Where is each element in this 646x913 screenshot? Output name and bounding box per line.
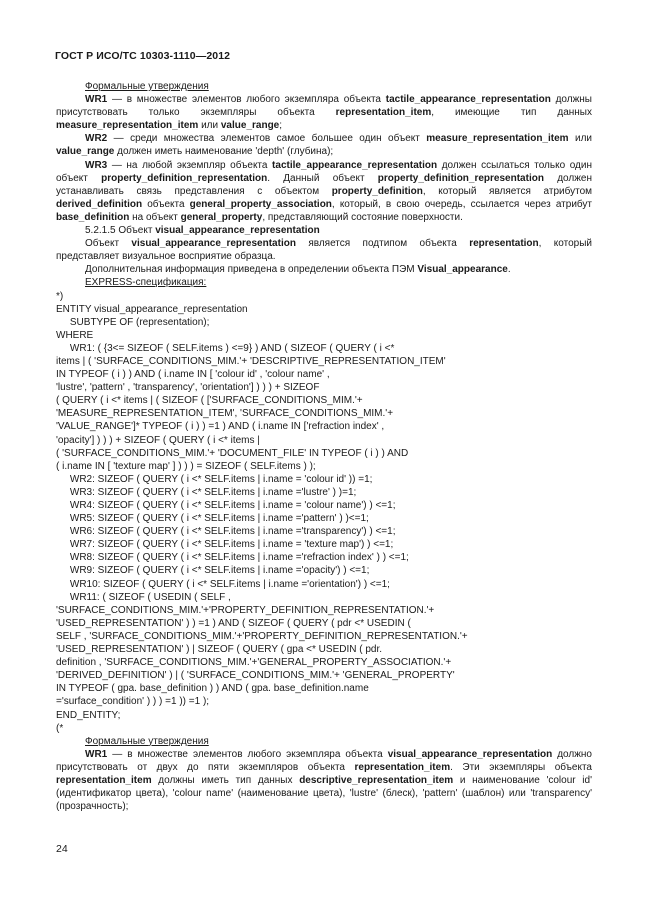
code-line: 'USED_REPRESENTATION' ) ) =1 ) AND ( SIZEOF ( QUERY ( pdr <* USEDIN ( (56, 617, 411, 629)
bold-term: representation (469, 238, 539, 250)
code-line: WHERE (56, 329, 94, 341)
code-line: WR8: SIZEOF ( QUERY ( i <* SELF.items | i.name ='refraction index' ) ) <=1; (56, 552, 409, 564)
bold-term: visual_appearance_representation (131, 238, 296, 250)
bold-term: representation_item (354, 761, 451, 773)
text-run: , представляющий состояние поверхности. (262, 211, 463, 223)
paragraph-entity-description (56, 237, 592, 263)
text-run: должен устанавливать связь представления с объектом (56, 172, 592, 197)
code-line: *) (56, 290, 64, 302)
paragraph-wr3-tactile (56, 159, 592, 224)
page-number: 24 (56, 843, 68, 855)
code-line: definition , 'SURFACE_CONDITIONS_MIM.'+'GENERAL_PROPERTY_ASSOCIATION.'+ (56, 657, 452, 669)
text-run: , который, в свою очередь, ссылается через атрибут (331, 198, 592, 210)
paragraph-wr1-tactile (56, 93, 592, 132)
text-run: должен ссылаться только один объект (56, 159, 592, 184)
bold-term: value_range (56, 146, 115, 158)
code-line: ='surface_condition' ) ) ) =1 )) =1 ); (56, 696, 210, 708)
code-line: WR7: SIZEOF ( QUERY ( i <* SELF.items | i.name = 'texture map') ) <=1; (56, 539, 394, 551)
code-line: WR5: SIZEOF ( QUERY ( i <* SELF.items | i.name ='pattern' ) )<=1; (56, 513, 369, 525)
text-run: должны присутствовать только экземпляры объекта (56, 94, 592, 119)
bold-term: descriptive_representation_item (299, 774, 454, 786)
page-body (56, 80, 592, 813)
text-run: . (507, 264, 511, 276)
text-run: — на любой экземпляр объекта (107, 159, 273, 171)
bold-term: property_definition_representation (101, 172, 268, 184)
text-run: является подтипом объекта (295, 238, 470, 250)
bold-term: WR3 (85, 159, 108, 171)
express-spec-label: EXPRESS-спецификация: (85, 277, 207, 289)
text-run: — в множестве элементов любого экземпляра объекта (107, 94, 386, 106)
text-run: на объект (129, 211, 181, 223)
text-run: ; (279, 120, 283, 132)
bold-term: general_property_association (189, 198, 332, 210)
code-line: IN TYPEOF ( i ) ) AND ( i.name IN [ 'colour id' , 'colour name' , (56, 369, 330, 381)
code-line: (* (56, 722, 64, 734)
text-run: , который является атрибутом (422, 185, 593, 197)
code-line: ENTITY visual_appearance_representation (56, 303, 248, 315)
text-run: Объект (85, 238, 132, 250)
formal-statements-heading: Формальные утверждения (85, 81, 209, 92)
code-line: WR9: SIZEOF ( QUERY ( i <* SELF.items | i.name ='opacity') ) <=1; (56, 565, 370, 577)
bold-term: WR1 (85, 748, 108, 760)
bold-term: derived_definition (56, 198, 143, 210)
code-line: 'DERIVED_DEFINITION' ) | ( 'SURFACE_CONDITIONS_MIM.'+ 'GENERAL_PROPERTY' (56, 670, 455, 682)
code-line: 'USED_REPRESENTATION' ) | SIZEOF ( QUERY ( gpa <* USEDIN ( pdr. (56, 644, 383, 656)
code-line: SELF , 'SURFACE_CONDITIONS_MIM.'+'PROPERTY_DEFINITION_REPRESENTATION.'+ (56, 630, 468, 642)
bold-term: tactile_appearance_representation (272, 159, 438, 171)
code-line: SUBTYPE OF (representation); (56, 316, 210, 328)
code-line: items | ( 'SURFACE_CONDITIONS_MIM.'+ 'DESCRIPTIVE_REPRESENTATION_ITEM' (56, 355, 446, 367)
bold-term: Visual_appearance (417, 264, 508, 276)
text-run: должны иметь тип данных (151, 774, 300, 786)
text-run: , который представляет визуальное восприятие образца. (56, 238, 592, 263)
formal-statements-heading-2: Формальные утверждения (85, 735, 209, 747)
text-run: 5.2.1.5 Объект (85, 225, 156, 237)
document-header: ГОСТ Р ИСО/ТС 10303-1110—2012 (55, 50, 231, 62)
code-line: 'opacity'] ) ) ) + SIZEOF ( QUERY ( i <* items | (56, 434, 260, 446)
code-line: WR2: SIZEOF ( QUERY ( i <* SELF.items | i.name = 'colour id' )) =1; (56, 473, 373, 485)
bold-term: measure_representation_item (426, 133, 569, 145)
code-line: END_ENTITY; (56, 709, 121, 721)
text-run: Дополнительная информация приведена в определении объекта ПЭМ (85, 264, 418, 276)
code-line: 'lustre', 'pattern' , 'transparency', 'orientation'] ) ) ) + SIZEOF (56, 382, 320, 394)
text-run: . Данный объект (267, 172, 378, 184)
code-line: WR4: SIZEOF ( QUERY ( i <* SELF.items | i.name = 'colour name') ) <=1; (56, 500, 396, 511)
text-run: , имеющие тип данных (431, 107, 592, 119)
text-run: или (568, 133, 592, 145)
bold-term: visual_appearance_representation (155, 225, 320, 237)
bold-term: WR1 (85, 94, 108, 106)
bold-term: property_definition (331, 185, 423, 197)
text-run: и наименование 'colour id' (идентификатор цвета), 'colour name' (наименование цвета), 'lustre' (блеск), 'pattern' (шаблон) или 'transparency' (прозрачность); (56, 774, 592, 813)
paragraph-wr1-visual (56, 748, 592, 813)
code-line: WR3: SIZEOF ( QUERY ( i <* SELF.items | i.name ='lustre' ) )=1; (56, 486, 357, 498)
paragraph-wr2-tactile (56, 132, 592, 158)
code-line: 'VALUE_RANGE']* TYPEOF ( i ) ) =1 ) AND ( i.name IN ['refraction index' , (56, 421, 385, 433)
text-run: — в множестве элементов любого экземпляра объекта (107, 748, 388, 760)
subsection-heading (56, 224, 592, 237)
express-code-block (56, 290, 592, 735)
code-line: ( QUERY ( i <* items | ( SIZEOF ( ['SURFACE_CONDITIONS_MIM.'+ (56, 395, 363, 407)
bold-term: representation_item (335, 107, 432, 119)
text-run: должен иметь наименование 'depth' (глубина); (114, 146, 334, 158)
bold-term: general_property (180, 211, 263, 223)
bold-term: representation_item (56, 774, 152, 786)
code-line: IN TYPEOF ( gpa. base_definition ) ) AND ( gpa. base_definition.name (56, 683, 369, 695)
code-line: ( 'SURFACE_CONDITIONS_MIM.'+ 'DOCUMENT_FILE' IN TYPEOF ( i ) ) AND (56, 447, 409, 459)
code-line: WR10: SIZEOF ( QUERY ( i <* SELF.items | i.name ='orientation') ) <=1; (56, 578, 390, 590)
bold-term: tactile_appearance_representation (385, 94, 551, 106)
bold-term: value_range (220, 120, 280, 132)
text-run: . Эти экземпляры объекта (450, 761, 592, 773)
text-run: объекта (142, 198, 190, 210)
text-run: должно присутствовать от двух до пяти экземпляров объекта (56, 748, 592, 773)
paragraph-additional-info (56, 263, 592, 276)
code-line: ( i.name IN [ 'texture map' ] ) ) ) = SIZEOF ( SELF.items ) ); (56, 460, 316, 472)
code-line: 'SURFACE_CONDITIONS_MIM.'+'PROPERTY_DEFINITION_REPRESENTATION.'+ (56, 604, 435, 616)
bold-term: visual_appearance_representation (387, 748, 553, 760)
bold-term: base_definition (56, 211, 130, 223)
bold-term: WR2 (85, 133, 108, 145)
bold-term: property_definition_representation (377, 172, 544, 184)
code-line: WR1: ( {3<= SIZEOF ( SELF.items ) <=9} ) AND ( SIZEOF ( QUERY ( i <* (56, 342, 395, 354)
code-line: WR6: SIZEOF ( QUERY ( i <* SELF.items | i.name ='transparency') ) <=1; (56, 526, 396, 538)
code-line: 'MEASURE_REPRESENTATION_ITEM', 'SURFACE_CONDITIONS_MIM.'+ (56, 408, 394, 420)
bold-term: measure_representation_item (56, 120, 199, 132)
text-run: — среди множества элементов самое большее один объект (107, 133, 427, 145)
code-line: WR11: ( SIZEOF ( USEDIN ( SELF , (56, 591, 231, 603)
text-run: или (198, 120, 221, 132)
